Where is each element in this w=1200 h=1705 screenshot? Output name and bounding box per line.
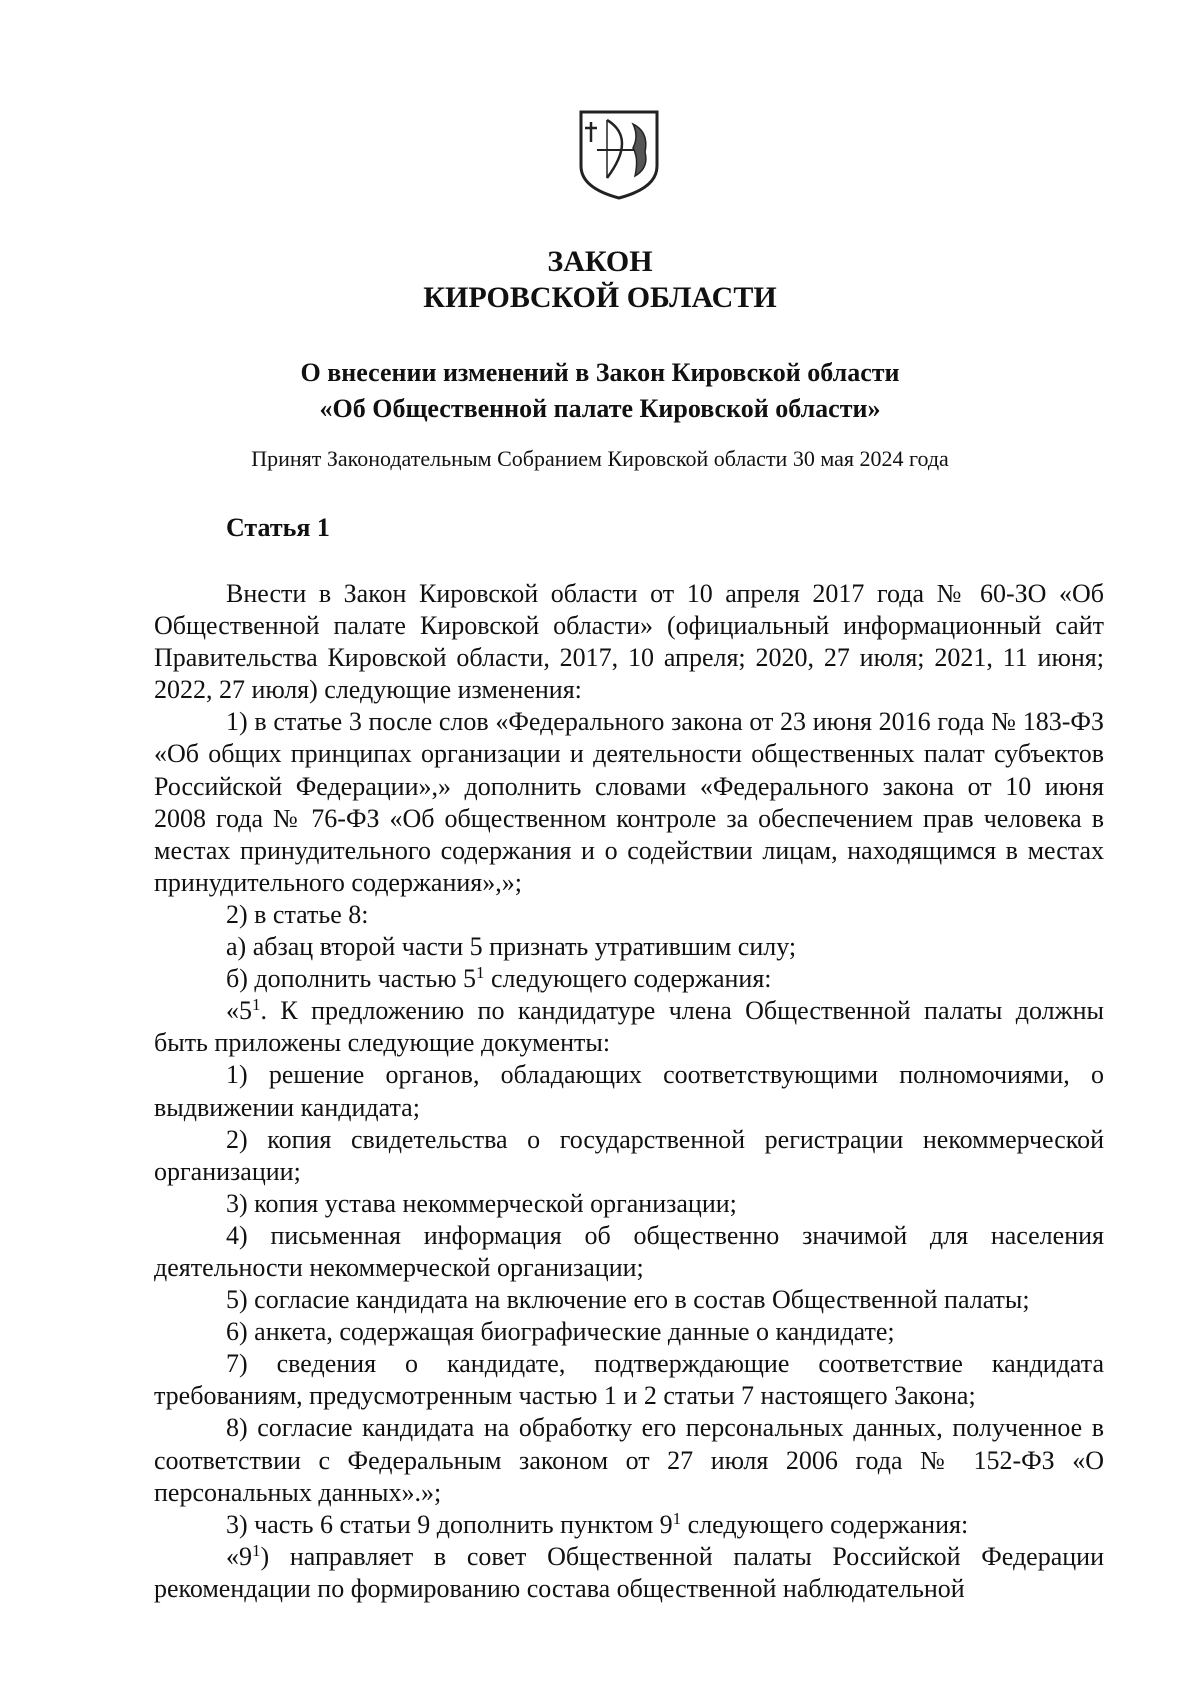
paragraph-doc-5: 5) согласие кандидата на включение его в состав Общественной палаты;: [226, 1285, 1030, 1315]
law-title-line-1: ЗАКОН: [547, 245, 653, 278]
paragraph-doc-7: 7) сведения о кандидате, подтверждающие соответствие кандидата требованиям, предусмотренным частью 1 и 2 статьи 7 настоящего Закона;: [154, 1349, 1104, 1411]
adoption-note: Принят Законодательным Собранием Кировской области 30 мая 2024 года: [251, 446, 949, 471]
text-span: ) направляет в совет Общественной палаты Российской Федерации рекомендации по формированию состава общественной наблюдательной: [154, 1541, 1104, 1603]
paragraph-item-2b: [154, 963, 1104, 995]
paragraph-doc-8: 8) согласие кандидата на обработку его персональных данных, полученное в соответствии с Федеральным законом от 27 июля 2006 года № 152-ФЗ «О персональных данных».»;: [154, 1413, 1104, 1507]
paragraph-part-5-1: [154, 995, 1104, 1059]
superscript: 1: [252, 995, 261, 1015]
article-body: [154, 578, 1104, 1605]
law-subject: [0, 355, 1200, 427]
paragraph-item-1: 1) в статье 3 после слов «Федерального закона от 23 июня 2016 года № 183-ФЗ «Об общих принципах организации и деятельности общественных палат субъектов Российской Федерации»,» дополнить словами «Федерального закона от 10 июня 2008 года № 76-ФЗ «Об общественном контроле за обеспечением прав человека в местах принудительного содержания и о содействии лицам, находящимся в местах принудительного содержания»,»;: [154, 707, 1104, 897]
text-span: следующего содержания:: [681, 1509, 969, 1539]
paragraph-item-3: [154, 1509, 1104, 1541]
paragraph-doc-1: 1) решение органов, обладающих соответствующими полномочиями, о выдвижении кандидата;: [154, 1060, 1104, 1122]
superscript: 1: [672, 1508, 682, 1528]
paragraph-doc-4: 4) письменная информация об общественно значимой для населения деятельности некоммерческой организации;: [154, 1220, 1104, 1282]
text-span: следующего содержания:: [484, 964, 772, 994]
text-span: «9: [226, 1541, 252, 1571]
law-subject-line-2: «Об Общественной палате Кировской области»: [319, 394, 881, 423]
paragraph-doc-2: 2) копия свидетельства о государственной регистрации некоммерческой организации;: [154, 1124, 1104, 1186]
paragraph-doc-3: 3) копия устава некоммерческой организации;: [226, 1188, 737, 1218]
superscript: 1: [476, 963, 485, 983]
text-span: «5: [226, 996, 252, 1026]
paragraph-item-2a: а) абзац второй части 5 признать утратившим силу;: [226, 932, 797, 962]
text-span: б) дополнить частью 5: [226, 964, 477, 994]
superscript: 1: [252, 1540, 261, 1560]
law-title: [0, 244, 1200, 316]
text-span: . К предложению по кандидатуре члена Общественной палаты должны быть приложены следующие документы:: [154, 996, 1104, 1058]
paragraph-intro: Внести в Закон Кировской области от 10 апреля 2017 года № 60-ЗО «Об Общественной палате Кировской области» (официальный информационный сайт Правительства Кировской области, 2017, 10 апреля; 2020, 27 июля; 2021, 11 июня; 2022, 27 июля) следующие изменения:: [154, 579, 1104, 705]
law-title-line-2: КИРОВСКОЙ ОБЛАСТИ: [423, 281, 777, 314]
paragraph-point-9-1: [154, 1541, 1104, 1605]
paragraph-item-2: 2) в статье 8:: [226, 899, 369, 929]
article-heading: Статья 1: [226, 513, 330, 542]
paragraph-doc-6: 6) анкета, содержащая биографические данные о кандидате;: [226, 1317, 895, 1347]
text-span: 3) часть 6 статьи 9 дополнить пунктом 9: [226, 1509, 673, 1539]
law-subject-line-1: О внесении изменений в Закон Кировской области: [300, 358, 900, 387]
coat-of-arms-icon: [577, 108, 661, 202]
